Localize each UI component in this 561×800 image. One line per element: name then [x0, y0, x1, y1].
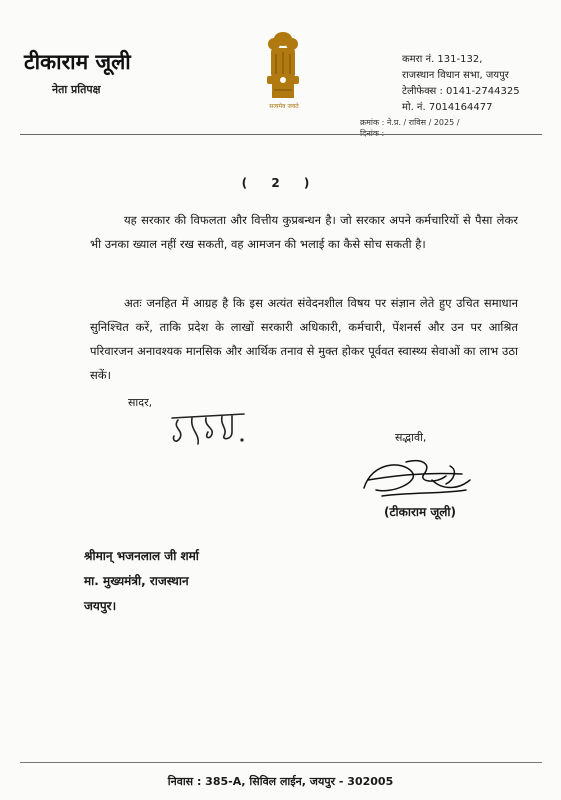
recipient-name: श्रीमान् भजनलाल जी शर्मा	[84, 549, 199, 563]
address-line: कमरा नं. 131-132,	[402, 54, 483, 65]
header-divider	[20, 134, 542, 135]
national-emblem-icon	[262, 30, 304, 110]
letterhead-name: टीकाराम जूली	[24, 50, 131, 74]
letterhead-designation: नेता प्रतिपक्ष	[52, 83, 101, 96]
body-paragraph-1: यह सरकार की विफलता और वित्तीय कुप्रबन्धन है। जो सरकार अपने कर्मचारियों से पैसा लेकर भी उनका ख्याल नहीं रख सकती, वह आमजन की भलाई का कैसे सोच सकती है।	[90, 213, 518, 251]
emblem-caption: सत्यमेव जयते	[269, 103, 299, 110]
address-line: टेलीफेक्स : 0141-2744325	[402, 86, 520, 97]
signatory-name: (टीकाराम जूली)	[384, 505, 456, 519]
reference-block	[360, 117, 459, 139]
handwritten-saadar-signature	[170, 404, 250, 450]
closing-saadar: सादर,	[128, 396, 153, 409]
recipient-block	[84, 544, 199, 619]
recipient-title: मा. मुख्यमंत्री, राजस्थान	[84, 574, 189, 588]
reference-number: क्रमांक : ने.प्र. / राविस / 2025 /	[360, 118, 460, 127]
letterhead-address	[402, 52, 520, 116]
closing-sadbhavi: सद्भावी,	[395, 431, 427, 444]
page-number: ( 2 )	[241, 176, 320, 190]
reference-date: दिनांक :	[360, 129, 385, 138]
address-line: मो. नं. 7014164477	[402, 102, 493, 113]
signature-image	[362, 450, 474, 502]
body-paragraph-2: अतः जनहित में आग्रह है कि इस अत्यंत संवेदनशील विषय पर संज्ञान लेते हुए उचित समाधान सुनिश्चित करें, ताकि प्रदेश के लाखों सरकारी अधिकारी, कर्मचारी, पेंशनर्स और उन पर आश्रित परिवारजन अनावश्यक मानसिक और आर्थिक तनाव से मुक्त होकर पूर्ववत स्वास्थ्य सेवाओं का लाभ उठा सकें।	[90, 296, 518, 382]
footer-address: निवास : 385-A, सिविल लाईन, जयपुर - 302005	[167, 775, 394, 788]
address-line: राजस्थान विधान सभा, जयपुर	[402, 70, 509, 81]
recipient-city: जयपुर।	[84, 599, 117, 613]
footer-divider	[20, 762, 542, 763]
